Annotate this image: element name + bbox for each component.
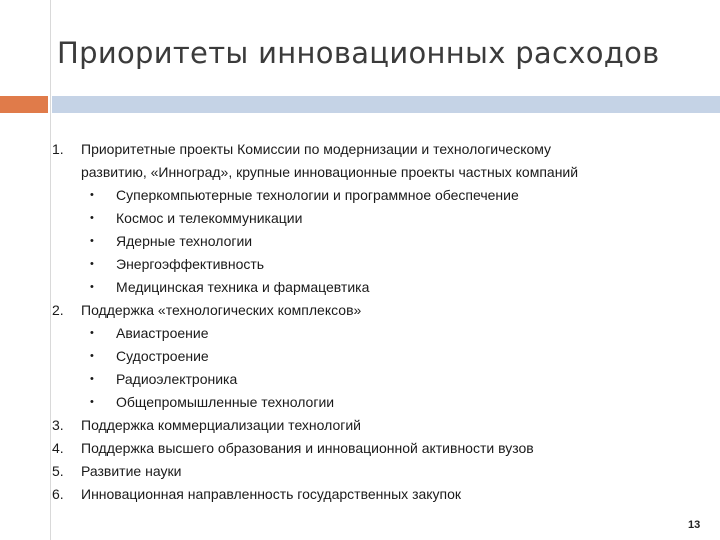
- title-underline-bar: [52, 96, 720, 113]
- bullet-icon: •: [90, 235, 94, 247]
- list-item-text: Развитие науки: [81, 463, 182, 479]
- bullet-icon: •: [90, 373, 94, 385]
- title-accent-bar: [0, 96, 48, 113]
- sublist-item: • Авиастроение: [52, 322, 692, 345]
- slide-title: Приоритеты инновационных расходов: [57, 36, 660, 70]
- page-number: 13: [688, 519, 701, 531]
- sublist-1: [52, 184, 692, 299]
- bullet-icon: •: [90, 327, 94, 339]
- list-item-5: [52, 460, 692, 483]
- list-item-text: Инновационная направленность государственных закупок: [81, 486, 462, 502]
- list-item-text: развитию, «Инноград», крупные инновационные проекты частных компаний: [81, 164, 579, 180]
- list-number: 5.: [52, 463, 64, 479]
- list-number: 6.: [52, 486, 64, 502]
- sublist-item: • Общепромышленные технологии: [52, 391, 692, 414]
- list-item-text: Поддержка «технологических комплексов»: [81, 302, 362, 318]
- list-item-text: Поддержка высшего образования и инновационной активности вузов: [81, 440, 534, 456]
- bullet-icon: •: [90, 350, 94, 362]
- sublist-item: • Ядерные технологии: [52, 230, 692, 253]
- bullet-icon: •: [90, 396, 94, 408]
- bullet-icon: •: [90, 189, 94, 201]
- list-item-text: Приоритетные проекты Комиссии по модернизации и технологическому: [81, 141, 552, 157]
- list-item-1: [52, 138, 692, 184]
- sublist-item: • Суперкомпьютерные технологии и программное обеспечение: [52, 184, 692, 207]
- list-item-4: [52, 437, 692, 460]
- sublist-item: • Судостроение: [52, 345, 692, 368]
- list-item-text: Поддержка коммерциализации технологий: [81, 417, 361, 433]
- sublist-item: • Медицинская техника и фармацевтика: [52, 276, 692, 299]
- vertical-divider: [50, 0, 51, 540]
- sublist-item: • Энергоэффективность: [52, 253, 692, 276]
- bullet-icon: •: [90, 281, 94, 293]
- list-item-2: [52, 299, 692, 322]
- list-number: 1.: [52, 141, 64, 157]
- list-item-3: [52, 414, 692, 437]
- list-item-6: [52, 483, 692, 506]
- list-number: 4.: [52, 440, 64, 456]
- list-number: 2.: [52, 302, 64, 318]
- list-number: 3.: [52, 417, 64, 433]
- priority-list: [52, 138, 692, 506]
- sublist-2: [52, 322, 692, 414]
- sublist-item: • Радиоэлектроника: [52, 368, 692, 391]
- bullet-icon: •: [90, 258, 94, 270]
- bullet-icon: •: [90, 212, 94, 224]
- sublist-item: • Космос и телекоммуникации: [52, 207, 692, 230]
